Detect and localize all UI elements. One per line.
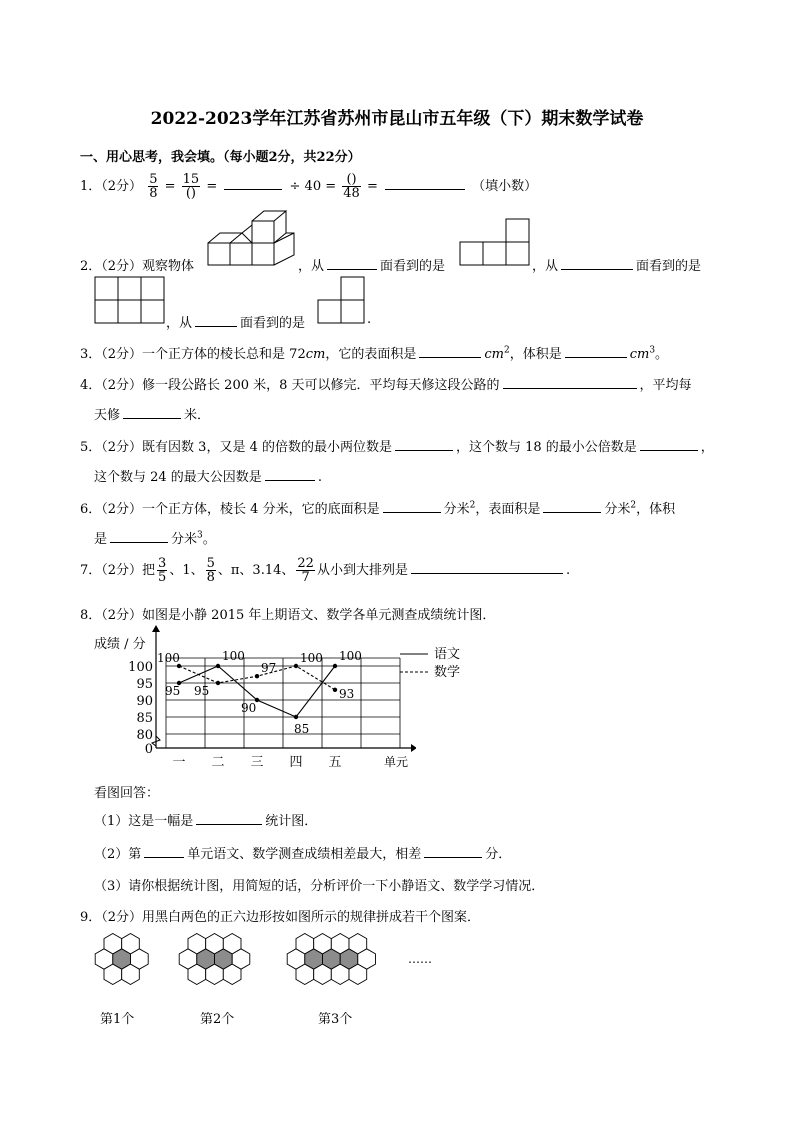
white-hexagon <box>331 964 349 984</box>
pattern-label-1: 第1个 <box>100 1012 135 1027</box>
white-hexagon <box>104 934 122 954</box>
hexagon-patterns <box>90 930 450 990</box>
data-label: 95 <box>194 684 210 698</box>
data-point <box>333 664 337 668</box>
q2-period: . <box>367 312 372 327</box>
data-label: 95 <box>165 684 181 698</box>
question-3: 3．（2分）一个正方体的棱长总和是 72cm，它的表面积是 $cm^2$，体积是 $cm^3$。 <box>80 345 669 362</box>
q7-answer-blank[interactable] <box>411 561 563 574</box>
view-figure-2 <box>94 276 166 326</box>
q2-answer-blank-2[interactable] <box>561 257 633 270</box>
page-title: 2022-2023学年江苏省苏州市昆山市五年级（下）期末数学试卷 <box>150 109 644 129</box>
white-hexagon <box>206 934 224 954</box>
q7-fraction-3: $\frac{22}{7}$ <box>297 556 314 585</box>
white-hexagon <box>349 964 367 984</box>
question-1: 1．（2分） $\frac{5}{8}$ = $\frac{15}{()}$ = ÷ 40 = $\frac{()}{48}$ = （填小数） <box>80 172 538 201</box>
q3-answer-blank-1[interactable] <box>419 345 481 358</box>
data-point <box>294 664 298 668</box>
q3-answer-blank-2[interactable] <box>565 345 627 358</box>
white-hexagon <box>122 934 140 954</box>
y-tick-label: 95 <box>136 677 153 692</box>
q8-subquestion-2: （2）第 单元语文、数学测查成绩相差最大，相差 分． <box>94 847 512 862</box>
question-2-line-2: ，从 面看到的是 <box>532 259 702 274</box>
question-2-number: 2．（2分）观察物体 <box>80 259 195 274</box>
line-chart <box>86 622 416 772</box>
white-hexagon <box>349 934 367 954</box>
q1-answer-blank-1[interactable] <box>224 177 282 190</box>
q6-answer-blank-1[interactable] <box>383 500 441 513</box>
q8-subquestion-3: （3）请你根据统计图，用简短的话，分析评价一下小静语文、数学学习情况． <box>94 879 545 894</box>
white-hexagon <box>296 964 314 984</box>
q1-fraction-2: $\frac{15}{()}$ <box>182 172 200 201</box>
legend-label-chinese: 语文 <box>434 647 461 662</box>
y-tick-label: 0 <box>144 742 153 757</box>
white-hexagon <box>104 964 122 984</box>
q8-answer-prompt: 看图回答： <box>94 786 160 801</box>
q1-fraction-1: $\frac{5}{8}$ <box>149 172 158 201</box>
white-hexagon <box>223 964 241 984</box>
question-4-line-2: 天修 米． <box>94 408 211 423</box>
q7-fraction-2: $\frac{5}{8}$ <box>206 556 215 585</box>
white-hexagon <box>314 964 332 984</box>
y-tick-label: 80 <box>136 728 153 743</box>
data-label: 100 <box>300 651 323 665</box>
data-point <box>216 681 220 685</box>
3d-solid-figure <box>206 208 296 268</box>
data-point <box>216 664 220 668</box>
y-axis-label: 成绩 / 分 <box>94 637 146 652</box>
view-figure-3 <box>317 276 367 326</box>
white-hexagon <box>206 964 224 984</box>
section-heading: 一、用心思考，我会填。（每小题2分，共22分） <box>80 150 361 165</box>
chart-legend <box>396 644 476 680</box>
white-hexagon <box>188 934 206 954</box>
question-8-stem: 8．（2分）如图是小静 2015 年上期语文、数学各单元测查成绩统计图． <box>80 608 496 623</box>
data-label: 100 <box>222 649 245 663</box>
data-label: 85 <box>294 722 310 736</box>
data-point <box>294 715 298 719</box>
data-point <box>333 688 337 692</box>
question-9-stem: 9．（2分）用黑白两色的正六边形按如图所示的规律拼成若干个图案． <box>80 910 481 925</box>
legend-label-math: 数学 <box>434 665 461 680</box>
data-label: 100 <box>157 651 180 665</box>
question-5-line-1: 5．（2分）既有因数 3，又是 4 的倍数的最小两位数是 ，这个数与 18 的最小公倍数是 ， <box>80 440 714 455</box>
y-axis-arrow <box>152 625 160 632</box>
q6-answer-blank-2[interactable] <box>543 500 601 513</box>
pattern-label-3: 第3个 <box>318 1012 353 1027</box>
x-axis-label: 单元 <box>383 755 409 769</box>
white-hexagon <box>188 964 206 984</box>
question-2-line-1: ，从 面看到的是 <box>298 259 446 274</box>
question-4-line-1: 4．（2分）修一段公路长 200 米，8 天可以修完．平均每天修这段公路的 ，平均每 <box>80 378 692 393</box>
white-hexagon <box>223 934 241 954</box>
q4-answer-blank-2[interactable] <box>123 406 181 419</box>
q7-fraction-1: $\frac{3}{5}$ <box>158 556 167 585</box>
view-figure-1 <box>459 218 531 268</box>
q5-answer-blank-1[interactable] <box>395 438 453 451</box>
data-label: 90 <box>241 701 257 715</box>
y-tick-label: 85 <box>136 711 153 726</box>
white-hexagon <box>314 934 332 954</box>
question-2-line-3: ，从 面看到的是 <box>166 316 306 331</box>
q8-answer-blank-3[interactable] <box>424 845 482 858</box>
x-tick-label: 三 <box>250 755 264 770</box>
q2-answer-blank-1[interactable] <box>327 257 377 270</box>
q8-answer-blank-2[interactable] <box>144 845 184 858</box>
continuation-ellipsis: …… <box>408 952 432 966</box>
q1-fraction-3: $\frac{()}{48}$ <box>343 172 360 201</box>
y-tick-label: 90 <box>136 694 153 709</box>
q6-answer-blank-3[interactable] <box>110 530 168 543</box>
q8-answer-blank-1[interactable] <box>196 812 262 825</box>
question-6-line-2: 是 分米$^3$。 <box>94 530 216 547</box>
question-5-line-2: 这个数与 24 的最大公因数是 . <box>94 470 322 485</box>
data-label: 97 <box>261 661 277 676</box>
q1-number: 1．（2分） <box>80 179 143 194</box>
pattern-label-2: 第2个 <box>200 1012 235 1027</box>
q4-answer-blank-1[interactable] <box>503 376 637 389</box>
y-tick-label: 100 <box>128 660 153 675</box>
q8-subquestion-1: （1）这是一幅是 统计图． <box>94 814 318 829</box>
q5-answer-blank-2[interactable] <box>640 438 698 451</box>
x-tick-label: 五 <box>328 755 342 770</box>
data-label: 100 <box>339 649 362 663</box>
x-tick-label: 四 <box>289 755 303 770</box>
x-axis-arrow <box>411 744 416 752</box>
q1-answer-blank-2[interactable] <box>385 177 465 190</box>
white-hexagon <box>296 934 314 954</box>
q2-answer-blank-3[interactable] <box>195 314 237 327</box>
white-hexagon <box>331 934 349 954</box>
white-hexagon <box>122 964 140 984</box>
x-tick-label: 二 <box>211 755 225 770</box>
q5-answer-blank-3[interactable] <box>265 468 315 481</box>
data-point <box>255 674 259 678</box>
question-7: 7．（2分）把 $\frac{3}{5}$ 、1、 $\frac{5}{8}$ 、π、3.14、 $\frac{22}{7}$ 从小到大排列是 . <box>80 556 571 585</box>
x-tick-label: 一 <box>172 755 186 770</box>
data-label: 93 <box>339 686 355 701</box>
question-6-line-1: 6．（2分）一个正方体，棱长 4 分米，它的底面积是 分米$^2$，表面积是 分米$^2$，体积 <box>80 500 676 517</box>
